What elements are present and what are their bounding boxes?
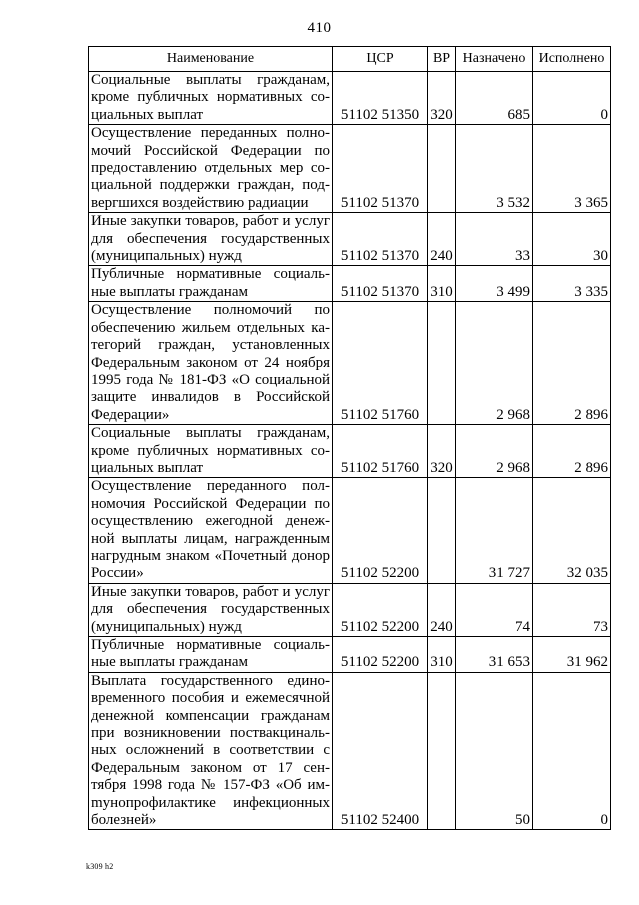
footer-code: k309 h2 — [86, 862, 114, 871]
row-csr: 51102 51760 — [333, 425, 428, 478]
row-planned: 3 499 — [456, 266, 533, 302]
row-name: Осуществление переданного полномочия Российской Федерации по осуществлению ежегодной денежной выплаты лицам, награжденным нагрудным знаком «Почетный донор России» — [89, 478, 333, 583]
row-vr — [428, 672, 456, 830]
header-planned: Назначено — [456, 47, 533, 72]
table-row — [89, 72, 611, 125]
table-row — [89, 425, 611, 478]
row-planned: 31 727 — [456, 478, 533, 583]
row-planned: 2 968 — [456, 302, 533, 425]
page-number: 410 — [307, 20, 332, 36]
row-planned: 50 — [456, 672, 533, 830]
row-vr: 320 — [428, 425, 456, 478]
table-row — [89, 266, 611, 302]
row-executed: 32 035 — [533, 478, 611, 583]
row-executed: 3 335 — [533, 266, 611, 302]
row-vr — [428, 302, 456, 425]
row-name: Осуществление переданных полномочий Российской Федерации по предоставлению отдельных мер социальной поддержки граждан, подвергшихся воздействию радиации — [89, 125, 333, 213]
row-executed: 30 — [533, 213, 611, 266]
row-executed: 2 896 — [533, 425, 611, 478]
row-planned: 685 — [456, 72, 533, 125]
table-row — [89, 637, 611, 673]
row-name: Социальные выплаты гражданам, кроме публичных нормативных социальных выплат — [89, 72, 333, 125]
row-csr: 51102 51760 — [333, 302, 428, 425]
row-planned: 74 — [456, 583, 533, 636]
row-csr: 51102 52200 — [333, 478, 428, 583]
row-name: Социальные выплаты гражданам, кроме публичных нормативных социальных выплат — [89, 425, 333, 478]
row-csr: 51102 51370 — [333, 125, 428, 213]
row-planned: 3 532 — [456, 125, 533, 213]
row-csr: 51102 51370 — [333, 213, 428, 266]
row-planned: 2 968 — [456, 425, 533, 478]
table-row — [89, 302, 611, 425]
row-executed: 0 — [533, 672, 611, 830]
row-name: Выплата государственного единовременного пособия и ежемесячной денежной компенсации гражданам при возникновении поствакцинальных осложнений в соответствии с Федеральным законом от 17 сентября 1998 года № 157-ФЗ «Об имmунопрофилактике инфекционных болезней» — [89, 672, 333, 830]
budget-execution-table — [88, 46, 611, 830]
row-planned: 33 — [456, 213, 533, 266]
row-csr: 51102 52200 — [333, 583, 428, 636]
row-planned: 31 653 — [456, 637, 533, 673]
row-name: Публичные нормативные социальные выплаты гражданам — [89, 637, 333, 673]
row-csr: 51102 52400 — [333, 672, 428, 830]
row-vr — [428, 125, 456, 213]
row-executed: 3 365 — [533, 125, 611, 213]
header-name: Наименование — [89, 47, 333, 72]
row-vr — [428, 478, 456, 583]
table-row — [89, 213, 611, 266]
table-row — [89, 672, 611, 830]
row-name: Осуществление полномочий по обеспечению жильем отдельных категорий граждан, установленных Федеральным законом от 24 ноября 1995 года № 181-ФЗ «О социальной защите инвалидов в Российской Федерации» — [89, 302, 333, 425]
header-vr: ВР — [428, 47, 456, 72]
table-header-row — [89, 47, 611, 72]
table-row — [89, 478, 611, 583]
row-executed: 2 896 — [533, 302, 611, 425]
row-vr: 320 — [428, 72, 456, 125]
row-csr: 51102 52200 — [333, 637, 428, 673]
row-vr: 310 — [428, 637, 456, 673]
row-executed: 73 — [533, 583, 611, 636]
table-row — [89, 125, 611, 213]
row-executed: 31 962 — [533, 637, 611, 673]
row-vr: 310 — [428, 266, 456, 302]
table-row — [89, 583, 611, 636]
row-name: Публичные нормативные социальные выплаты гражданам — [89, 266, 333, 302]
row-csr: 51102 51370 — [333, 266, 428, 302]
row-name: Иные закупки товаров, работ и услуг для обеспечения государственных (муниципальных) нужд — [89, 583, 333, 636]
row-vr: 240 — [428, 213, 456, 266]
row-csr: 51102 51350 — [333, 72, 428, 125]
row-executed: 0 — [533, 72, 611, 125]
header-executed: Исполнено — [533, 47, 611, 72]
header-csr: ЦСР — [333, 47, 428, 72]
row-vr: 240 — [428, 583, 456, 636]
row-name: Иные закупки товаров, работ и услуг для обеспечения государственных (муниципальных) нужд — [89, 213, 333, 266]
